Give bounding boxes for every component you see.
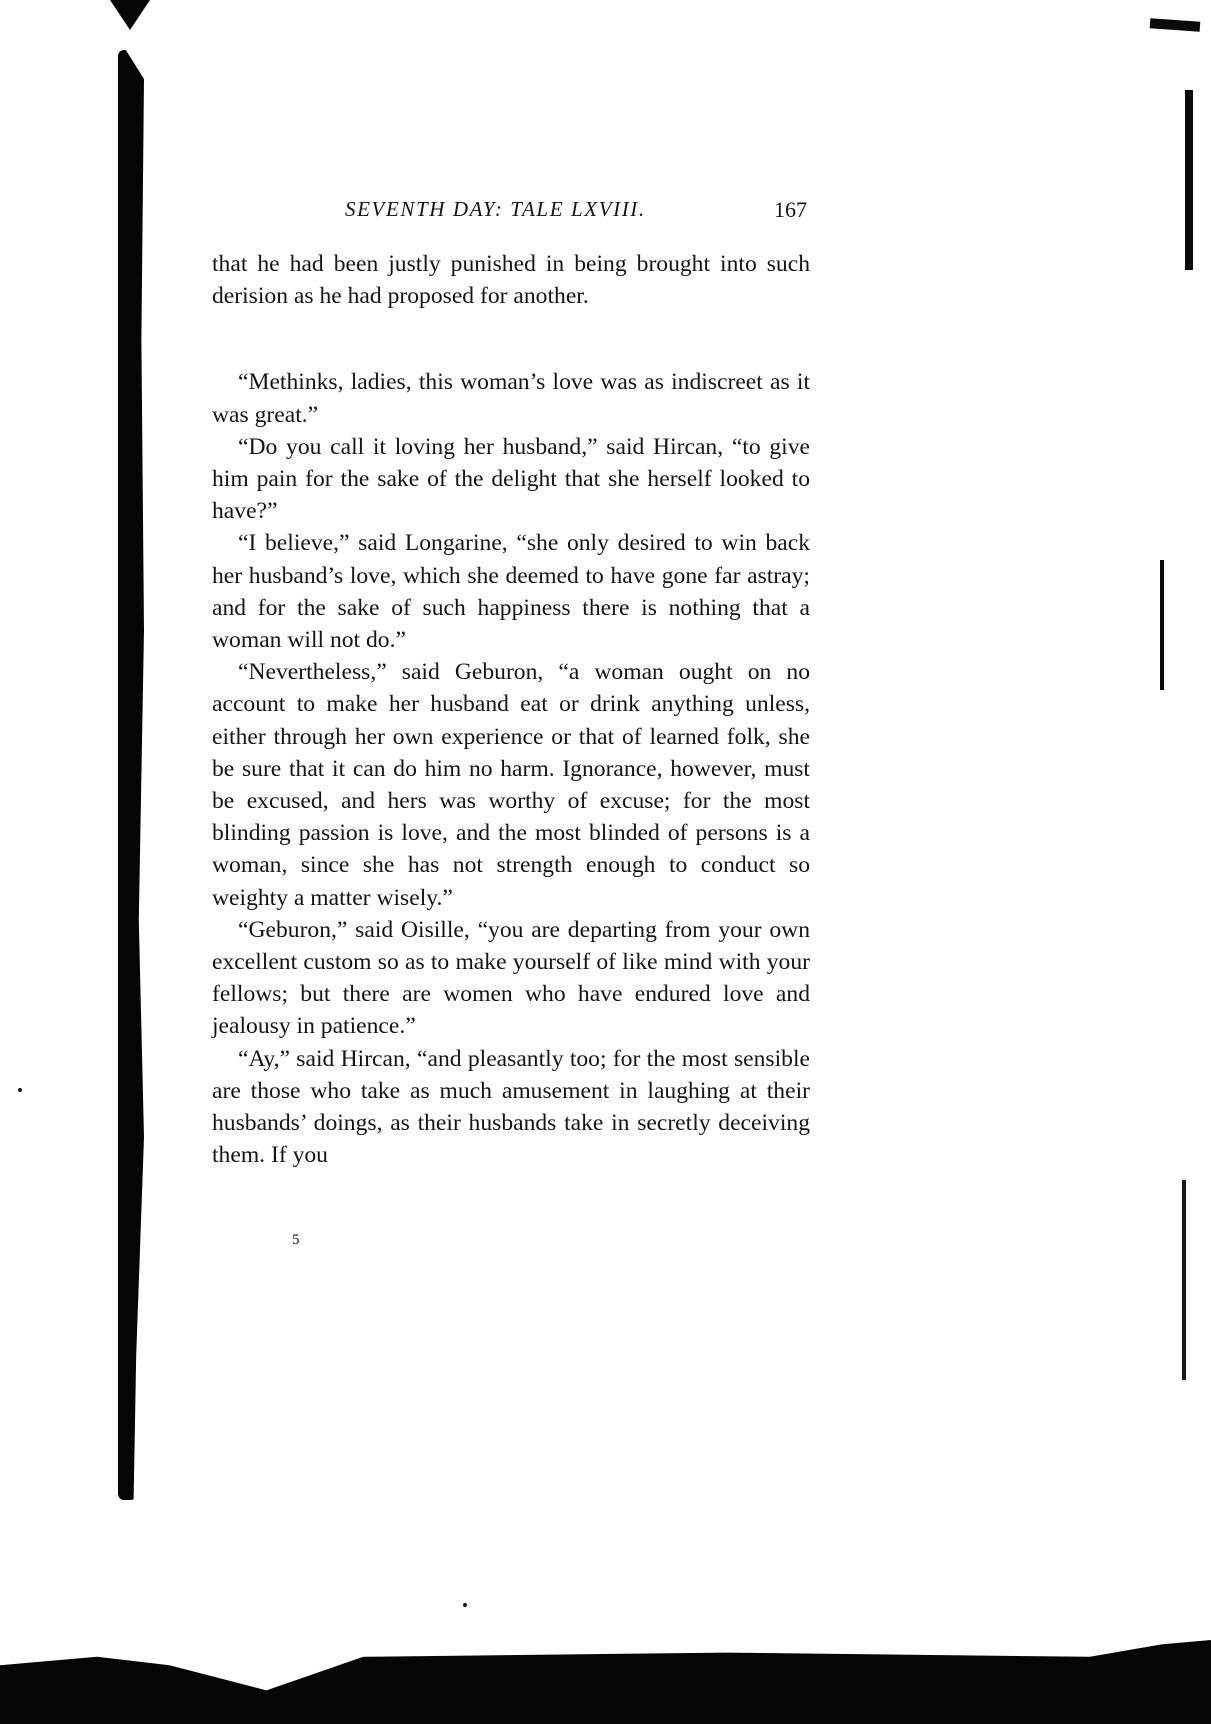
page-number: 167 (774, 197, 807, 222)
body-text (212, 248, 810, 1171)
page-header (345, 197, 815, 231)
scan-shadow-bottom (0, 1640, 1211, 1724)
scan-speck (18, 1088, 22, 1092)
scan-shadow-right (1185, 90, 1193, 270)
paragraph: that he had been justly punished in being brought into such derision as he had proposed for another. (212, 251, 810, 310)
scan-shadow-right-mid (1160, 560, 1164, 690)
paragraph: “I believe,” said Longarine, “she only desired to win back her husband’s love, which she deemed to have gone far astray; and for the sake of such happiness there is nothing that a woman will not do.” (212, 530, 810, 654)
scan-shadow-left (118, 50, 144, 1500)
section-break (212, 312, 810, 366)
paragraph: “Methinks, ladies, this woman’s love was as indiscreet as it was great.” (212, 369, 810, 428)
scan-shadow-right-top (1150, 18, 1201, 31)
paragraph: “Nevertheless,” said Geburon, “a woman ought on no account to make her husband eat or drink anything unless, either through her own experience or that of learned folk, she be sure that it can do him no harm. Ignorance, however, must be excused, and hers was worthy of excuse; for the most blinding passion is love, and the most blinded of persons is a woman, since she has not strength enough to conduct so weighty a matter wisely.” (212, 659, 810, 911)
paragraph: “Geburon,” said Oisille, “you are departing from your own excellent custom so as to make yourself of like mind with your fellows; but there are women who have endured love and jealousy in patience.” (212, 916, 810, 1040)
paragraph: “Ay,” said Hircan, “and pleasantly too; for the most sensible are those who take as much amusement in laughing at their husbands’ doings, as their husbands take in secretly deceiving them. If you (212, 1045, 810, 1169)
paragraph: “Do you call it loving her husband,” said Hircan, “to give him pain for the sake of the delight that she herself looked to have?” (212, 433, 810, 525)
scan-shadow-notch (110, 0, 150, 30)
running-head: SEVENTH DAY: TALE LXVIII. (345, 197, 646, 221)
signature-mark: 5 (292, 1232, 300, 1248)
scan-speck (463, 1603, 467, 1607)
scan-shadow-right-low (1182, 1180, 1186, 1380)
